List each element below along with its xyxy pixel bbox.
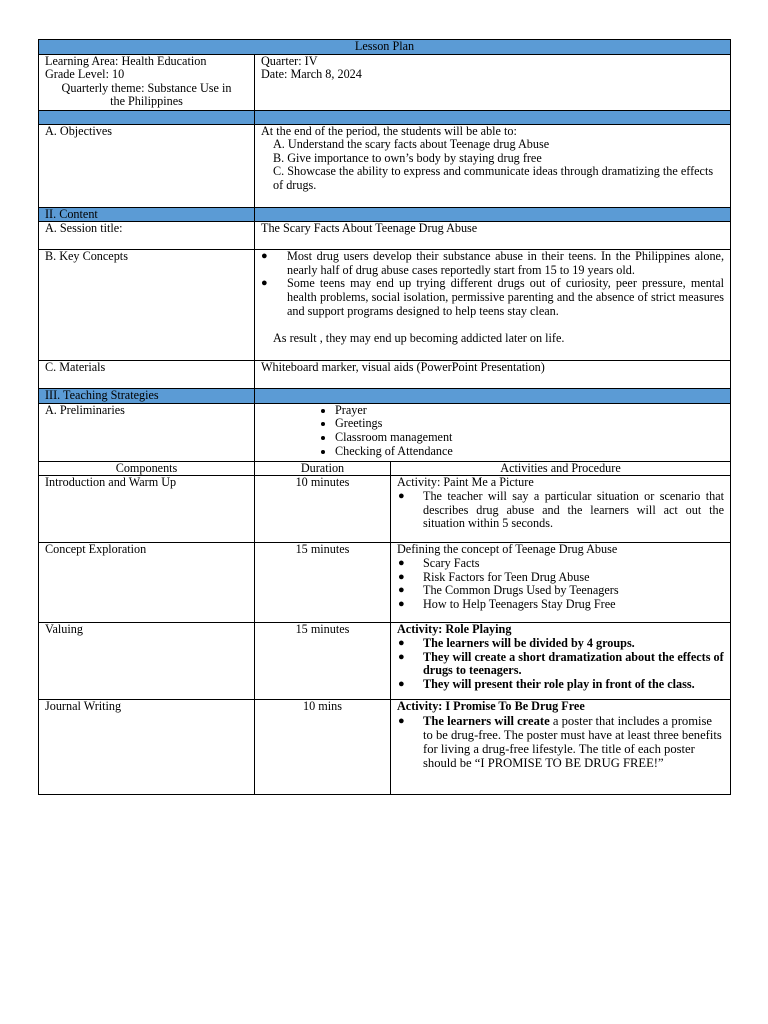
preliminary-item: • Classroom management (335, 431, 724, 445)
objectives-label: A. Objectives (39, 124, 255, 207)
activity-title: Activity: Paint Me a Picture (397, 475, 534, 490)
activity-item-text: a poster that includes a promise to be drug-free. The poster must have at least three benefits for living a drug-free lifestyle. The title of each poster should be “I PROMISE TO BE DRUG FREE!” (423, 713, 722, 770)
strategies-heading: III. Teaching Strategies (39, 389, 255, 404)
activity-item: ● They will present their role play in front of the class. (423, 678, 724, 692)
component-duration: 10 minutes (255, 476, 391, 543)
component-name: Journal Writing (39, 700, 255, 795)
activity-item-bold: The learners will create (423, 713, 550, 728)
objective-item: C. Showcase the ability to express and communicate ideas through dramatizing the effects of drugs. (273, 164, 714, 192)
date: Date: March 8, 2024 (261, 67, 362, 82)
activity-item: ● How to Help Teenagers Stay Drug Free (423, 598, 724, 612)
materials-label: C. Materials (39, 361, 255, 389)
content-heading-blank (255, 207, 731, 222)
activity-item: ● The Common Drugs Used by Teenagers (423, 584, 724, 598)
lesson-plan-title: Lesson Plan (39, 40, 731, 55)
lesson-plan-table (38, 39, 731, 795)
col-header-components: Components (39, 461, 255, 476)
col-header-duration: Duration (255, 461, 391, 476)
strategies-heading-blank (255, 389, 731, 404)
activity-item (423, 714, 724, 770)
table-row (39, 476, 731, 543)
key-concept-item: ● Some teens may end up trying different drugs out of curiosity, peer pressure, mental health problems, social isolation, permissive parenting and the absence of strict measures and support programs designed to help teens stay clean. (287, 277, 724, 318)
header-right-cell (255, 54, 731, 110)
preliminary-item: • Prayer (335, 404, 724, 418)
col-header-activities: Activities and Procedure (391, 461, 731, 476)
preliminaries-cell (255, 403, 731, 461)
activity-item: ● The learners will be divided by 4 groups. (423, 637, 724, 651)
objectives-cell (255, 124, 731, 207)
session-title: The Scary Facts About Teenage Drug Abuse (255, 222, 731, 250)
component-duration: 15 minutes (255, 623, 391, 700)
component-name: Valuing (39, 623, 255, 700)
activity-title: Activity: Role Playing (397, 622, 512, 637)
objectives-intro: At the end of the period, the students will be able to: (261, 123, 517, 138)
session-title-label: A. Session title: (39, 222, 255, 250)
learning-area: Learning Area: Health Education (45, 53, 207, 68)
quarterly-theme-line1: Quarterly theme: Substance Use in (61, 80, 232, 95)
activity-item: ● They will create a short dramatization about the effects of drugs to teenagers. (423, 651, 724, 678)
table-row (39, 623, 731, 700)
key-concept-item: ● Most drug users develop their substance abuse in their teens. In the Philippines alone, nearly half of drug abuse cases reportedly start from 15 to 19 years old. (287, 250, 724, 277)
preliminaries-label: A. Preliminaries (39, 403, 255, 461)
table-row (39, 700, 731, 795)
blue-divider-left (39, 110, 255, 124)
key-concept-note: As result , they may end up becoming addicted later on life. (273, 330, 565, 345)
grade-level: Grade Level: 10 (45, 67, 125, 82)
materials: Whiteboard marker, visual aids (PowerPoint Presentation) (255, 361, 731, 389)
blue-divider-right (255, 110, 731, 124)
objective-item: B. Give importance to own’s body by staying drug free (273, 150, 542, 165)
preliminary-item: • Checking of Attendance (335, 445, 724, 459)
component-activities (391, 543, 731, 623)
activity-item: ● Risk Factors for Teen Drug Abuse (423, 571, 724, 585)
component-duration: 10 mins (255, 700, 391, 795)
key-concepts-cell (255, 250, 731, 361)
component-name: Concept Exploration (39, 543, 255, 623)
component-activities (391, 476, 731, 543)
component-activities (391, 700, 731, 795)
component-name: Introduction and Warm Up (39, 476, 255, 543)
activity-title: Defining the concept of Teenage Drug Abuse (397, 542, 618, 557)
component-activities (391, 623, 731, 700)
quarterly-theme-line2: the Philippines (110, 94, 183, 109)
component-duration: 15 minutes (255, 543, 391, 623)
activity-item: ● Scary Facts (423, 557, 724, 571)
objective-item: A. Understand the scary facts about Teenage drug Abuse (273, 137, 550, 152)
header-left-cell (39, 54, 255, 110)
key-concepts-label: B. Key Concepts (39, 250, 255, 361)
activity-title: Activity: I Promise To Be Drug Free (397, 699, 585, 714)
preliminary-item: • Greetings (335, 417, 724, 431)
activity-item: ● The teacher will say a particular situation or scenario that describes drug abuse and the learners will act out the situation within 5 seconds. (423, 490, 724, 531)
quarter: Quarter: IV (261, 53, 318, 68)
table-row (39, 543, 731, 623)
content-heading: II. Content (39, 207, 255, 222)
